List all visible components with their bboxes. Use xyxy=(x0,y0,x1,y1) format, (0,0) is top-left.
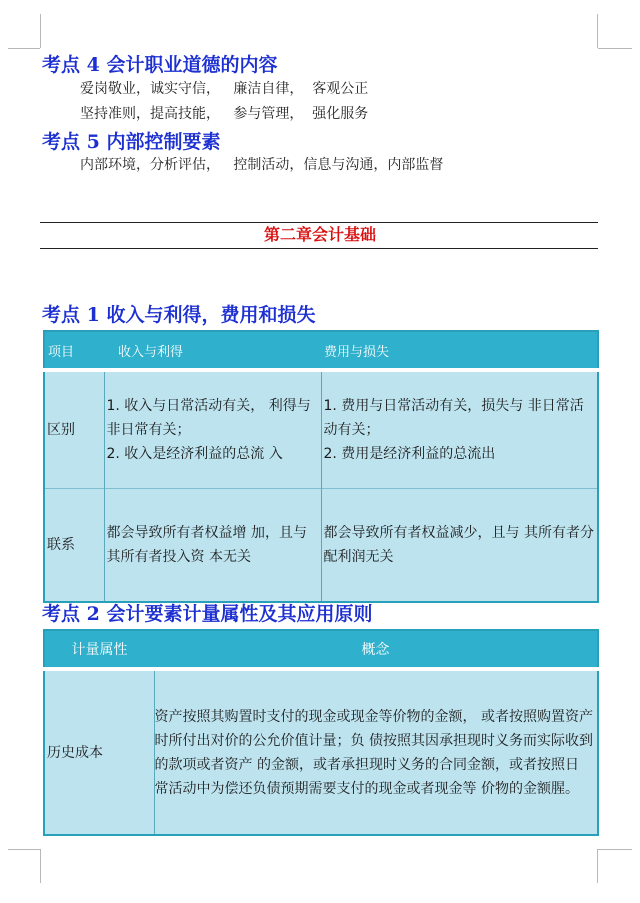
chapter-title: 第二章会计基础 xyxy=(263,225,376,244)
cell-historical-cost-concept: 资产按照其购置时支付的现金或现金等价物的金额， 或者按照购置资产时所付出对价的公允价值计量；负 债按照其因承担现时义务而实际收到的款项或者资产 的金额，或者承担现时义务的合同金额，或者按照日 常活动中为偿还负债预期需要支付的现金或者现金等 价物的金额腥。 xyxy=(154,669,598,835)
income-expense-table xyxy=(43,330,599,603)
cell-line: 1. 收入与日常活动有关， 利得与非日常有关； xyxy=(106,397,311,438)
crop-mark-bottom-right-v xyxy=(597,849,598,883)
cell-expense-relation xyxy=(321,488,598,602)
table-2-title: 考点 2 会计要素计量属性及其应用原则 xyxy=(42,603,373,625)
cell-line: 2. 收入是经济利益的总流 入 xyxy=(106,445,283,462)
crop-mark-bottom-left xyxy=(8,849,40,850)
section-4-line-2: 坚持准则，提高技能， 参与管理， 强化服务 xyxy=(80,106,369,122)
cell-line: 都会导致所有者权益减少，且与 其所有者分配利润无关 xyxy=(323,524,594,565)
table-row-historical-cost xyxy=(44,669,598,835)
header-expense: 费用与损失 xyxy=(321,331,598,370)
header-income: 收入与利得 xyxy=(104,331,321,370)
table-row-relation xyxy=(44,488,598,602)
chapter-rule-top xyxy=(40,222,598,223)
cell-line: 2. 费用是经济利益的总流出 xyxy=(323,445,496,462)
cell-line: 都会导致所有者权益增 加，且与其所有者投入资 本无关 xyxy=(106,524,307,565)
crop-mark-top-left xyxy=(8,48,40,49)
row-label: 历史成本 xyxy=(44,669,154,835)
measurement-attribute-table xyxy=(43,629,599,836)
section-5-line-1: 内部环境，分析评估， 控制活动，信息与沟通，内部监督 xyxy=(80,157,444,173)
crop-mark-top-left-v xyxy=(40,14,41,48)
cell-line: 1. 费用与日常活动有关，损失与 非日常活动有关； xyxy=(323,397,584,438)
cell-income-relation xyxy=(104,488,321,602)
header-attribute: 计量属性 xyxy=(44,630,154,669)
chapter-rule-bottom xyxy=(40,248,598,249)
row-label: 联系 xyxy=(44,488,104,602)
crop-mark-top-right-v xyxy=(597,14,598,48)
header-concept: 概念 xyxy=(154,630,598,669)
crop-mark-bottom-right xyxy=(598,849,632,850)
section-5-title: 考点 5 内部控制要素 xyxy=(42,131,221,153)
table-row-difference xyxy=(44,370,598,488)
row-label: 区别 xyxy=(44,370,104,488)
crop-mark-top-right xyxy=(598,48,632,49)
crop-mark-bottom-left-v xyxy=(40,849,41,883)
cell-expense-difference xyxy=(321,370,598,488)
table-1-title: 考点 1 收入与利得，费用和损失 xyxy=(42,304,316,326)
section-4-title: 考点 4 会计职业道德的内容 xyxy=(42,54,278,76)
section-4-line-1: 爱岗敬业，诚实守信， 廉洁自律， 客观公正 xyxy=(80,81,369,97)
cell-income-difference xyxy=(104,370,321,488)
table-header-row xyxy=(44,630,598,669)
header-item: 项目 xyxy=(44,331,104,370)
table-header-row xyxy=(44,331,598,370)
